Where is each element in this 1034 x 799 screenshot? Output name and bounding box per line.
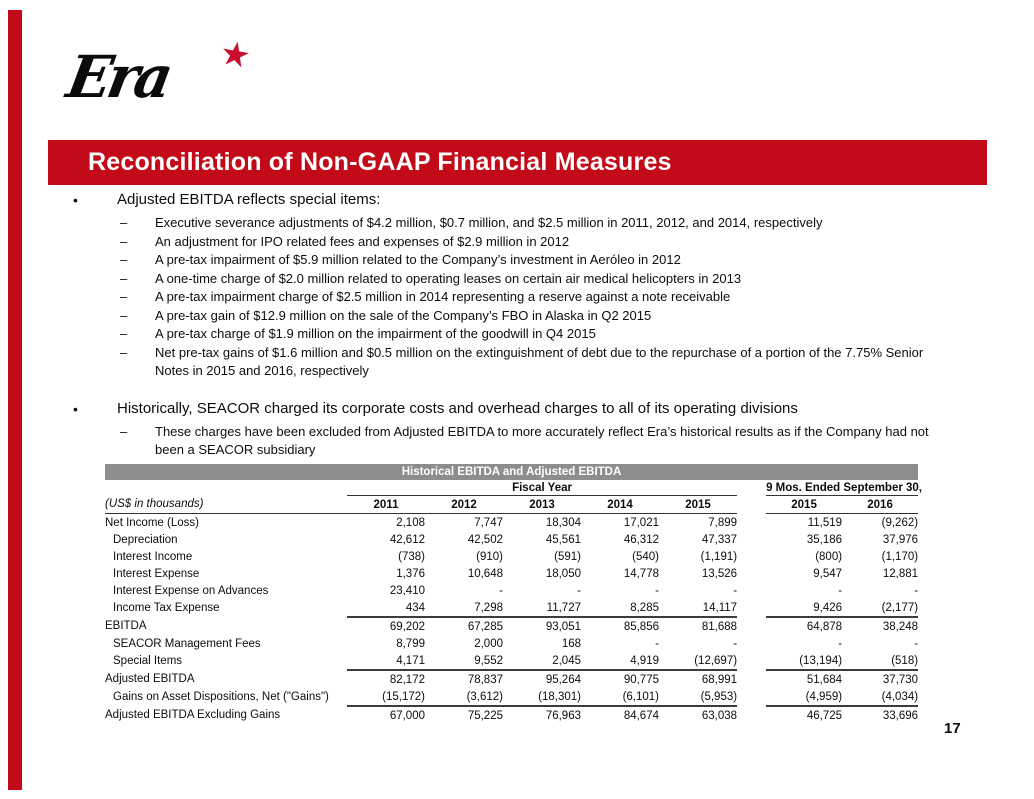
cell-value: 7,298 xyxy=(425,599,503,617)
bullet-marker: • xyxy=(73,400,78,417)
table-row xyxy=(105,706,918,724)
bullet-label: Historically, SEACOR charged its corporate costs and overhead charges to all of its operating divisions xyxy=(117,399,798,417)
sub-bullet-text: A pre-tax impairment of $5.9 million related to the Company’s investment in Aeróleo in 2012 xyxy=(155,252,681,267)
cell-value: 23,410 xyxy=(389,584,425,597)
units-label: (US$ in thousands) xyxy=(105,496,347,514)
cell-value: 4,919 xyxy=(581,652,659,670)
sub-bullet-text: Executive severance adjustments of $4.2 million, $0.7 million, and $2.5 million in 2011, 2012, and 2014, respectively xyxy=(155,215,823,230)
cell-value: - xyxy=(838,584,843,597)
row-label: Interest Expense on Advances xyxy=(113,584,269,597)
row-label: SEACOR Management Fees xyxy=(113,637,261,650)
sub-bullet-text: Net pre-tax gains of $1.6 million and $0.5 million on the extinguishment of debt due to the repurchase of a portion of the 7.75% Senior Notes in 2015 and 2016, respectively xyxy=(155,344,924,378)
gap-cell xyxy=(737,652,766,670)
table-row xyxy=(105,688,918,706)
cell-value: (15,172) xyxy=(347,688,425,706)
table-row xyxy=(105,652,918,670)
cell-value: (4,034) xyxy=(842,688,918,706)
cell-value: 76,963 xyxy=(545,709,581,722)
cell-value: 9,426 xyxy=(766,599,842,617)
sub-bullet-text: A pre-tax charge of $1.9 million on the impairment of the goodwill in Q4 2015 xyxy=(155,326,596,341)
nine-months-header: 9 Mos. Ended September 30, xyxy=(766,481,922,494)
cell-value: 85,856 xyxy=(623,620,659,633)
cell-value: 45,561 xyxy=(545,533,581,546)
cell-value: - xyxy=(838,637,843,650)
table-title: Historical EBITDA and Adjusted EBITDA xyxy=(401,466,622,478)
cell-value: - xyxy=(733,637,738,650)
table-row xyxy=(105,635,918,652)
fiscal-year-header: Fiscal Year xyxy=(347,480,737,496)
cell-value: - xyxy=(914,584,919,597)
cell-value: 8,285 xyxy=(581,599,659,617)
dash-marker: – xyxy=(120,215,128,230)
row-label: Adjusted EBITDA Excluding Gains xyxy=(105,709,281,721)
gap-cell xyxy=(737,582,766,599)
gap-cell xyxy=(737,496,766,514)
bullet-label: Adjusted EBITDA reflects special items: xyxy=(117,191,381,208)
cell-value: 4,171 xyxy=(347,652,425,670)
row-label: Depreciation xyxy=(113,533,178,546)
year-column-header: 2012 xyxy=(425,496,503,514)
cell-value: 37,730 xyxy=(882,673,919,686)
cell-value: - xyxy=(914,637,919,650)
year-column-header: 2014 xyxy=(581,496,659,514)
cell-value: 9,552 xyxy=(425,652,503,670)
cell-value: (13,194) xyxy=(766,652,842,670)
cell-value: (738) xyxy=(398,550,425,563)
cell-value: 11,519 xyxy=(807,516,843,529)
dash-marker: – xyxy=(120,233,128,249)
dash-marker: – xyxy=(120,326,128,341)
cell-value: (4,959) xyxy=(766,688,842,706)
cell-value: 67,000 xyxy=(389,709,425,722)
cell-value: 35,186 xyxy=(806,533,843,546)
cell-value: (518) xyxy=(842,652,918,670)
cell-value: (6,101) xyxy=(581,688,659,706)
cell-value: (9,262) xyxy=(881,516,919,529)
cell-value: 84,674 xyxy=(623,709,659,722)
sub-bullet-item xyxy=(120,233,943,252)
cell-value: (1,191) xyxy=(700,550,738,563)
gap-cell xyxy=(737,531,766,548)
cell-value: 68,991 xyxy=(701,673,738,686)
table-row xyxy=(105,565,918,582)
table-row xyxy=(105,582,918,599)
cell-value: 69,202 xyxy=(389,620,425,633)
table-row xyxy=(105,617,918,635)
cell-value: 64,878 xyxy=(806,620,843,633)
cell-value: (800) xyxy=(815,550,843,563)
cell-value: 67,285 xyxy=(467,620,503,633)
cell-value: (910) xyxy=(476,550,503,563)
cell-value: 82,172 xyxy=(389,673,425,686)
row-label: Interest Income xyxy=(113,550,193,563)
row-label: Special Items xyxy=(113,655,183,667)
cell-value: (591) xyxy=(554,550,581,563)
dash-marker: – xyxy=(120,252,128,267)
year-column-header: 2015 xyxy=(766,496,842,514)
cell-value: 18,304 xyxy=(545,516,581,529)
bullet-item xyxy=(73,190,943,210)
sub-bullet-text: An adjustment for IPO related fees and expenses of $2.9 million in 2012 xyxy=(155,233,570,249)
cell-value: 9,547 xyxy=(813,567,843,580)
cell-value: 8,799 xyxy=(396,637,425,650)
sub-bullet-item xyxy=(120,423,943,460)
row-label: Interest Expense xyxy=(113,567,200,580)
cell-value: 13,526 xyxy=(701,567,738,580)
cell-value: - xyxy=(499,584,503,597)
era-logo xyxy=(62,33,268,128)
dash-marker: – xyxy=(120,270,128,286)
gap-cell xyxy=(737,688,766,706)
cell-value: 78,837 xyxy=(467,673,503,686)
cell-value: 14,778 xyxy=(623,567,659,580)
cell-value: 1,376 xyxy=(396,567,425,580)
table-row xyxy=(105,548,918,565)
gap-cell xyxy=(737,670,766,688)
cell-value: 17,021 xyxy=(623,516,659,529)
cell-value: (5,953) xyxy=(659,688,737,706)
page-number: 17 xyxy=(944,720,961,737)
sub-bullet-list xyxy=(120,423,943,460)
table-row xyxy=(105,531,918,548)
bullet-copy xyxy=(73,190,943,460)
gap-cell xyxy=(737,480,766,496)
cell-value: 42,502 xyxy=(467,533,503,546)
cell-value: (2,177) xyxy=(842,599,918,617)
cell-value: (1,170) xyxy=(881,550,919,563)
table-row xyxy=(105,599,918,617)
sub-bullet-text: These charges have been excluded from Adjusted EBITDA to more accurately reflect Era’s historical results as if the Company had not been a SEACOR subsidiary xyxy=(155,423,929,457)
sub-bullet-item xyxy=(120,325,943,344)
bullet-item xyxy=(73,399,943,419)
table-section xyxy=(105,480,922,724)
cell-value: 63,038 xyxy=(701,709,738,722)
gap-cell xyxy=(737,617,766,635)
gap-cell xyxy=(737,514,766,532)
cell-value: - xyxy=(655,584,659,597)
gap-cell xyxy=(737,565,766,582)
gap-cell xyxy=(737,599,766,617)
cell-value: (12,697) xyxy=(659,652,737,670)
spacer-cell xyxy=(105,480,347,496)
era-logo-star-icon: ★ xyxy=(216,33,254,77)
cell-value: 95,264 xyxy=(545,673,581,686)
table-row xyxy=(105,514,918,532)
year-column-header: 2013 xyxy=(503,496,581,514)
cell-value: 90,775 xyxy=(623,673,659,686)
table-row xyxy=(105,670,918,688)
cell-value: 46,312 xyxy=(623,533,659,546)
row-label: Net Income (Loss) xyxy=(105,516,199,529)
cell-value: 2,000 xyxy=(474,637,503,650)
left-accent-bar xyxy=(8,10,22,790)
cell-value: 7,899 xyxy=(708,516,738,529)
era-logo-text: Era xyxy=(62,43,175,111)
year-column-header: 2015 xyxy=(659,496,737,514)
cell-value: 10,648 xyxy=(467,567,503,580)
cell-value: 11,727 xyxy=(503,599,581,617)
cell-value: 42,612 xyxy=(389,533,425,546)
cell-value: 434 xyxy=(347,599,425,617)
cell-value: 46,725 xyxy=(806,709,843,722)
cell-value: 47,337 xyxy=(701,533,738,546)
row-label: Adjusted EBITDA xyxy=(105,673,195,685)
sub-bullet-item xyxy=(120,344,943,381)
cell-value: (18,301) xyxy=(503,688,581,706)
cell-value: 18,050 xyxy=(545,567,581,580)
year-column-header: 2016 xyxy=(842,496,918,514)
cell-value: 168 xyxy=(561,637,581,650)
dash-marker: – xyxy=(120,344,128,360)
sub-bullet-item xyxy=(120,288,943,307)
dash-marker: – xyxy=(120,423,128,439)
cell-value: - xyxy=(733,584,738,597)
year-column-header: 2011 xyxy=(347,496,425,514)
gap-cell xyxy=(737,635,766,652)
sub-bullet-text: A pre-tax impairment charge of $2.5 million in 2014 representing a reserve against a note receivable xyxy=(155,289,731,304)
cell-value: 75,225 xyxy=(467,709,503,722)
table-title-banner xyxy=(105,464,918,480)
sub-bullet-item xyxy=(120,214,943,233)
row-label: EBITDA xyxy=(105,620,147,632)
gap-cell xyxy=(737,706,766,724)
title-banner xyxy=(48,140,987,185)
sub-bullet-item xyxy=(120,307,943,326)
cell-value: 93,051 xyxy=(545,620,581,633)
cell-value: - xyxy=(577,584,581,597)
page-title: Reconciliation of Non-GAAP Financial Measures xyxy=(88,148,672,176)
sub-bullet-list xyxy=(120,214,943,381)
ebitda-table xyxy=(105,480,922,724)
dash-marker: – xyxy=(120,307,128,323)
cell-value: 38,248 xyxy=(882,620,919,633)
sub-bullet-text: A one-time charge of $2.0 million related to operating leases on certain air medical helicopters in 2013 xyxy=(155,270,742,286)
cell-value: - xyxy=(655,637,659,650)
sub-bullet-text: A pre-tax gain of $12.9 million on the sale of the Company’s FBO in Alaska in Q2 2015 xyxy=(155,307,652,323)
cell-value: 2,108 xyxy=(396,516,425,529)
cell-value: (540) xyxy=(632,550,659,563)
row-label: Gains on Asset Dispositions, Net ("Gains") xyxy=(113,691,329,703)
sub-bullet-item xyxy=(120,270,943,289)
cell-value: 14,117 xyxy=(659,599,737,617)
cell-value: 2,045 xyxy=(503,652,581,670)
cell-value: 7,747 xyxy=(474,516,503,529)
cell-value: 33,696 xyxy=(882,709,919,722)
sub-bullet-item xyxy=(120,251,943,270)
cell-value: 51,684 xyxy=(806,673,843,686)
cell-value: 37,976 xyxy=(882,533,919,546)
bullet-marker: • xyxy=(73,192,78,208)
cell-value: 81,688 xyxy=(701,620,738,633)
row-label: Income Tax Expense xyxy=(113,602,220,614)
cell-value: (3,612) xyxy=(425,688,503,706)
dash-marker: – xyxy=(120,289,128,304)
gap-cell xyxy=(737,548,766,565)
cell-value: 12,881 xyxy=(882,567,919,580)
